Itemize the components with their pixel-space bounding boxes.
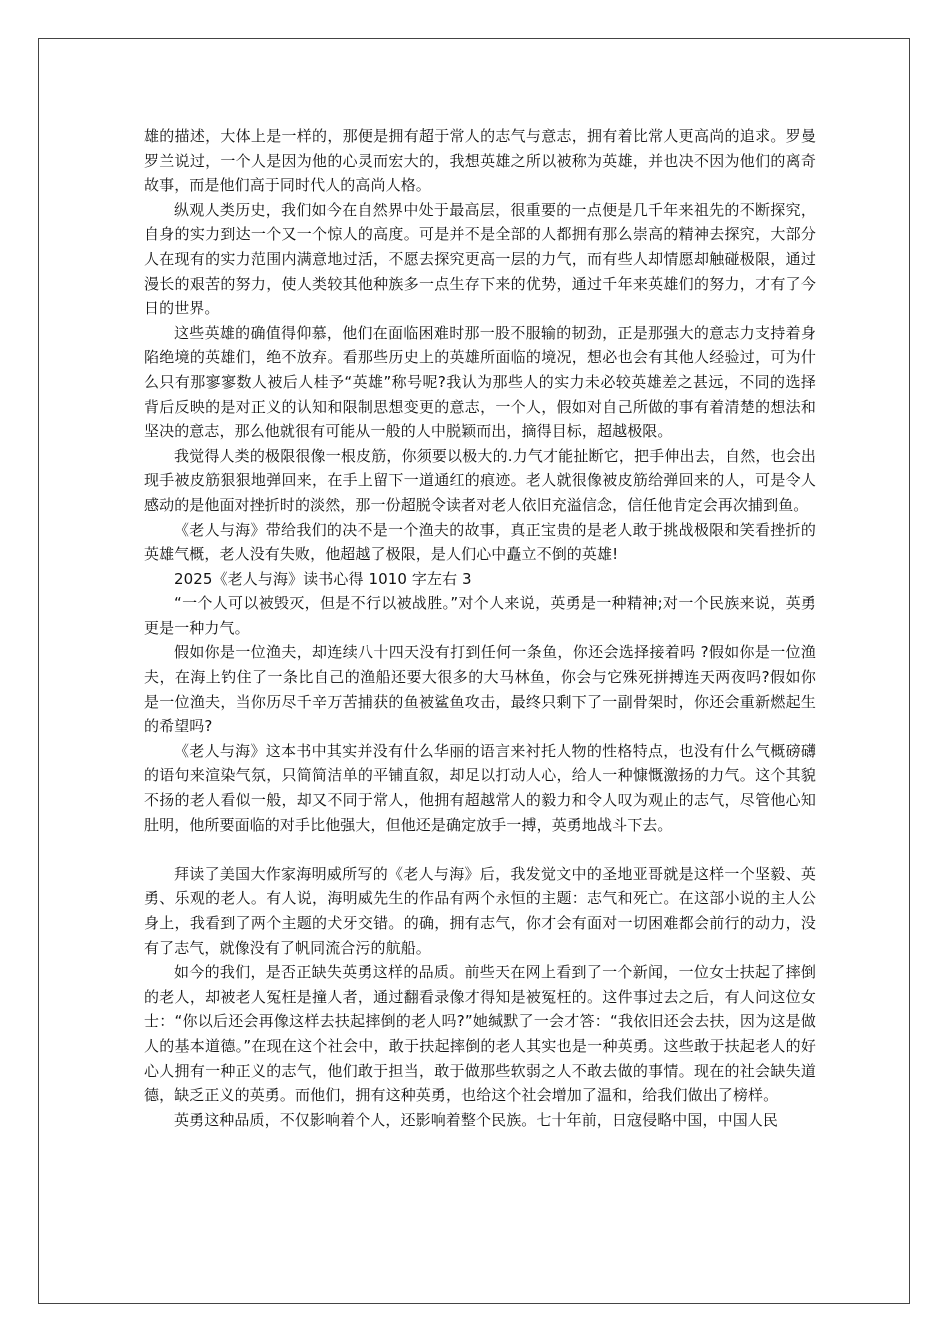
paragraph-rubber-band: 我觉得人类的极限很像一根皮筋，你须要以极大的.力气才能扯断它，把手伸出去，自然，也会出现手被皮筋狠狠地弹回来，在手上留下一道通红的痕迹。老人就很像被皮筋给弹回来的人，可是令人感动的是他面对挫折时的淡然，那一份超脱令读者对老人依旧充溢信念，信任他肯定会再次捕到鱼。 <box>144 446 816 514</box>
paragraph-hemingway: 拜读了美国大作家海明威所写的《老人与海》后，我发觉文中的圣地亚哥就是这样一个坚毅、英勇、乐观的老人。有人说，海明威先生的作品有两个永恒的主题：志气和死亡。在这部小说的主人公身上，我看到了两个主题的犬牙交错。的确，拥有志气，你才会有面对一切困难都会前行的动力，没有了志气，就像没有了帆同流合污的航船。 <box>144 864 816 957</box>
blank-line <box>144 837 816 862</box>
paragraph-if-fisherman: 假如你是一位渔夫，却连续八十四天没有打到任何一条鱼，你还会选择接着吗 ?假如你是一位渔夫，在海上钓住了一条比自己的渔船还要大很多的大马林鱼，你会与它殊死拼搏连天两夜吗?假如你是一位渔夫，当你历尽千辛万苦捕获的鱼被鲨鱼攻击，最终只剩下了一副骨架时，你还会重新燃起生的希望吗? <box>144 643 816 736</box>
paragraph-heroes-admirable: 这些英雄的确值得仰慕，他们在面临困难时那一股不服输的韧劲，正是那强大的意志力支持着身陷绝境的英雄们，绝不放弃。看那些历史上的英雄所面临的境况，想必也会有其他人经验过，可为什么只有那寥寥数人被后人桂予“英雄”称号呢?我认为那些人的实力未必较英雄差之甚远，不同的选择背后反映的是对正义的认知和限制思想变更的意志，一个人，假如对自己所做的事有着清楚的想法和坚决的意志，那么他就很有可能从一般的人中脱颖而出，摘得目标，超越极限。 <box>144 323 816 441</box>
paragraph-old-man-sea-conclusion: 《老人与海》带给我们的决不是一个渔夫的故事，真正宝贵的是老人敢于挑战极限和笑看挫折的英雄气概，老人没有失败，他超越了极限，是人们心中矗立不倒的英雄! <box>144 520 816 564</box>
paragraph-modern-society: 如今的我们，是否正缺失英勇这样的品质。前些天在网上看到了一个新闻，一位女士扶起了摔倒的老人，却被老人冤枉是撞人者，通过翻看录像才得知是被冤枉的。这件事过去之后，有人问这位女士：“你以后还会再像这样去扶起摔倒的老人吗?”她缄默了一会才答：“我依旧还会去扶，因为这是做人的基本道德。”在现在这个社会中，敢于扶起摔倒的老人其实也是一种英勇。这些敢于扶起老人的好心人拥有一种正义的志气，他们敢于担当，敢于做那些软弱之人不敢去做的事情。现在的社会缺失道德，缺乏正义的英勇。而他们，拥有这种英勇，也给这个社会增加了温和，给我们做出了榜样。 <box>144 963 816 1105</box>
paragraph-book-language: 《老人与海》这本书中其实并没有什么华丽的语言来衬托人物的性格特点，也没有什么气概磅礴的语句来渲染气氛，只简简洁单的平铺直叙，却足以打动人心，给人一种慷慨激扬的力气。这个其貌不扬的老人看似一般，却又不同于常人，他拥有超越常人的毅力和令人叹为观止的志气，尽管他心知肚明，他所要面临的对手比他强大，但他还是确定放手一搏，英勇地战斗下去。 <box>144 741 816 834</box>
paragraph-hero-description: 雄的描述，大体上是一样的，那便是拥有超于常人的志气与意志，拥有着比常人更高尚的追求。罗曼罗兰说过，一个人是因为他的心灵而宏大的，我想英雄之所以被称为英雄，并也决不因为他们的离奇故事，而是他们高于同时代人的高尚人格。 <box>144 127 816 195</box>
section-heading: 2025《老人与海》读书心得 1010 字左右 3 <box>174 569 472 588</box>
document-body <box>144 124 816 1132</box>
paragraph-nation-courage: 英勇这种品质，不仅影响着个人，还影响着整个民族。七十年前，日寇侵略中国，中国人民 <box>174 1110 779 1129</box>
paragraph-human-history: 纵观人类历史，我们如今在自然界中处于最高层，很重要的一点便是几千年来祖先的不断探究，自身的实力到达一个又一个惊人的高度。可是并不是全部的人都拥有那么崇高的精神去探究，大部分人在现有的实力范围内满意地过活，不愿去探究更高一层的力气，而有些人却情愿却触碰极限，通过漫长的艰苦的努力，使人类较其他种族多一点生存下来的优势，通过千年来英雄们的努力，才有了今日的世界。 <box>144 200 816 318</box>
paragraph-quote: “一个人可以被毁灭，但是不行以被战胜。”对个人来说，英勇是一种精神;对一个民族来说，英勇更是一种力气。 <box>144 594 816 637</box>
